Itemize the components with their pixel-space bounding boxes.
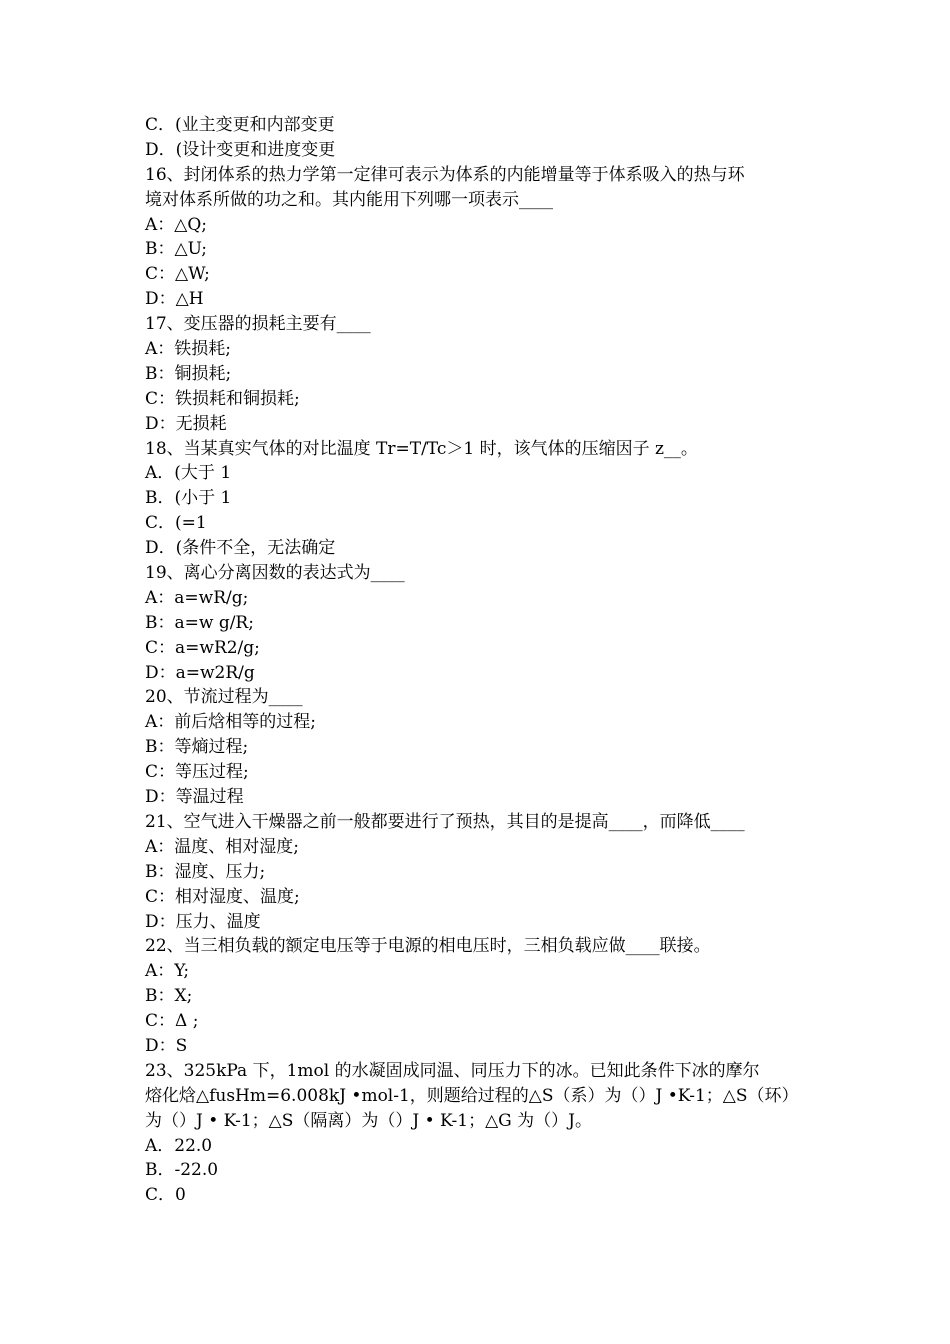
option-line: B：X; xyxy=(145,986,193,1007)
option-line: D：a=w2R/g xyxy=(145,662,255,683)
document-page xyxy=(145,113,815,1208)
question-line: 23、325kPa 下，1mol 的水凝固成同温、同压力下的冰。已知此条件下冰的摩尔 xyxy=(145,1060,760,1081)
option-line: B：湿度、压力; xyxy=(145,861,266,882)
option-line: B．(小于 1 xyxy=(145,488,232,509)
option-line: D：无损耗 xyxy=(145,413,227,434)
question-line: 熔化焓△fusHm=6.008kJ •mol-1，则题给过程的△S（系）为（）J •K-1；△S（环） xyxy=(145,1085,799,1106)
option-line: A．22.0 xyxy=(145,1135,213,1156)
option-line: B：等熵过程; xyxy=(145,737,249,758)
option-line: C：等压过程; xyxy=(145,762,249,783)
option-line: A：a=wR/g; xyxy=(145,587,249,608)
option-line: C．0 xyxy=(145,1185,186,1206)
question-line: 为（）J • K-1；△S（隔离）为（）J • K-1；△G 为（）J。 xyxy=(145,1110,592,1131)
option-line: C：Δ ; xyxy=(145,1011,199,1032)
option-line: D：压力、温度 xyxy=(145,911,261,932)
option-line: B：△U; xyxy=(145,239,208,260)
question-line: 21、空气进入干燥器之前一般都要进行了预热，其目的是提高____，而降低____ xyxy=(145,811,745,832)
question-line: 境对体系所做的功之和。其内能用下列哪一项表示____ xyxy=(145,189,553,210)
option-line: C．(业主变更和内部变更 xyxy=(145,115,335,135)
question-line: 19、离心分离因数的表达式为____ xyxy=(145,563,405,584)
option-line: C：a=wR2/g; xyxy=(145,637,260,658)
option-line: B：a=w g/R; xyxy=(145,612,254,633)
option-line: A：铁损耗; xyxy=(145,339,232,360)
option-line: C．(=1 xyxy=(145,513,207,534)
option-line: B．-22.0 xyxy=(145,1160,219,1181)
question-line: 17、变压器的损耗主要有____ xyxy=(145,314,371,335)
option-line: A：温度、相对湿度; xyxy=(145,836,300,857)
question-line: 20、节流过程为____ xyxy=(145,687,303,708)
option-line: D．(设计变更和进度变更 xyxy=(145,139,336,160)
option-line: D：等温过程 xyxy=(145,787,244,808)
option-line: D．(条件不全，无法确定 xyxy=(145,538,336,559)
option-line: C：相对湿度、温度; xyxy=(145,886,300,907)
option-line: A：Y; xyxy=(145,961,190,982)
question-line: 22、当三相负载的额定电压等于电源的相电压时，三相负载应做____联接。 xyxy=(145,936,711,957)
question-line: 18、当某真实气体的对比温度 Tr=T/Tc＞1 时，该气体的压缩因子 z__。 xyxy=(145,438,698,459)
option-line: A：前后焓相等的过程; xyxy=(145,712,317,733)
option-line: D：△H xyxy=(145,289,204,310)
question-line: 16、封闭体系的热力学第一定律可表示为体系的内能增量等于体系吸入的热与环 xyxy=(145,164,745,185)
option-line: A．(大于 1 xyxy=(145,463,232,484)
option-line: C：铁损耗和铜损耗; xyxy=(145,388,300,409)
option-line: A：△Q; xyxy=(145,214,208,235)
option-line: C：△W; xyxy=(145,264,210,285)
option-line: D：S xyxy=(145,1035,188,1056)
option-line: B：铜损耗; xyxy=(145,363,232,384)
